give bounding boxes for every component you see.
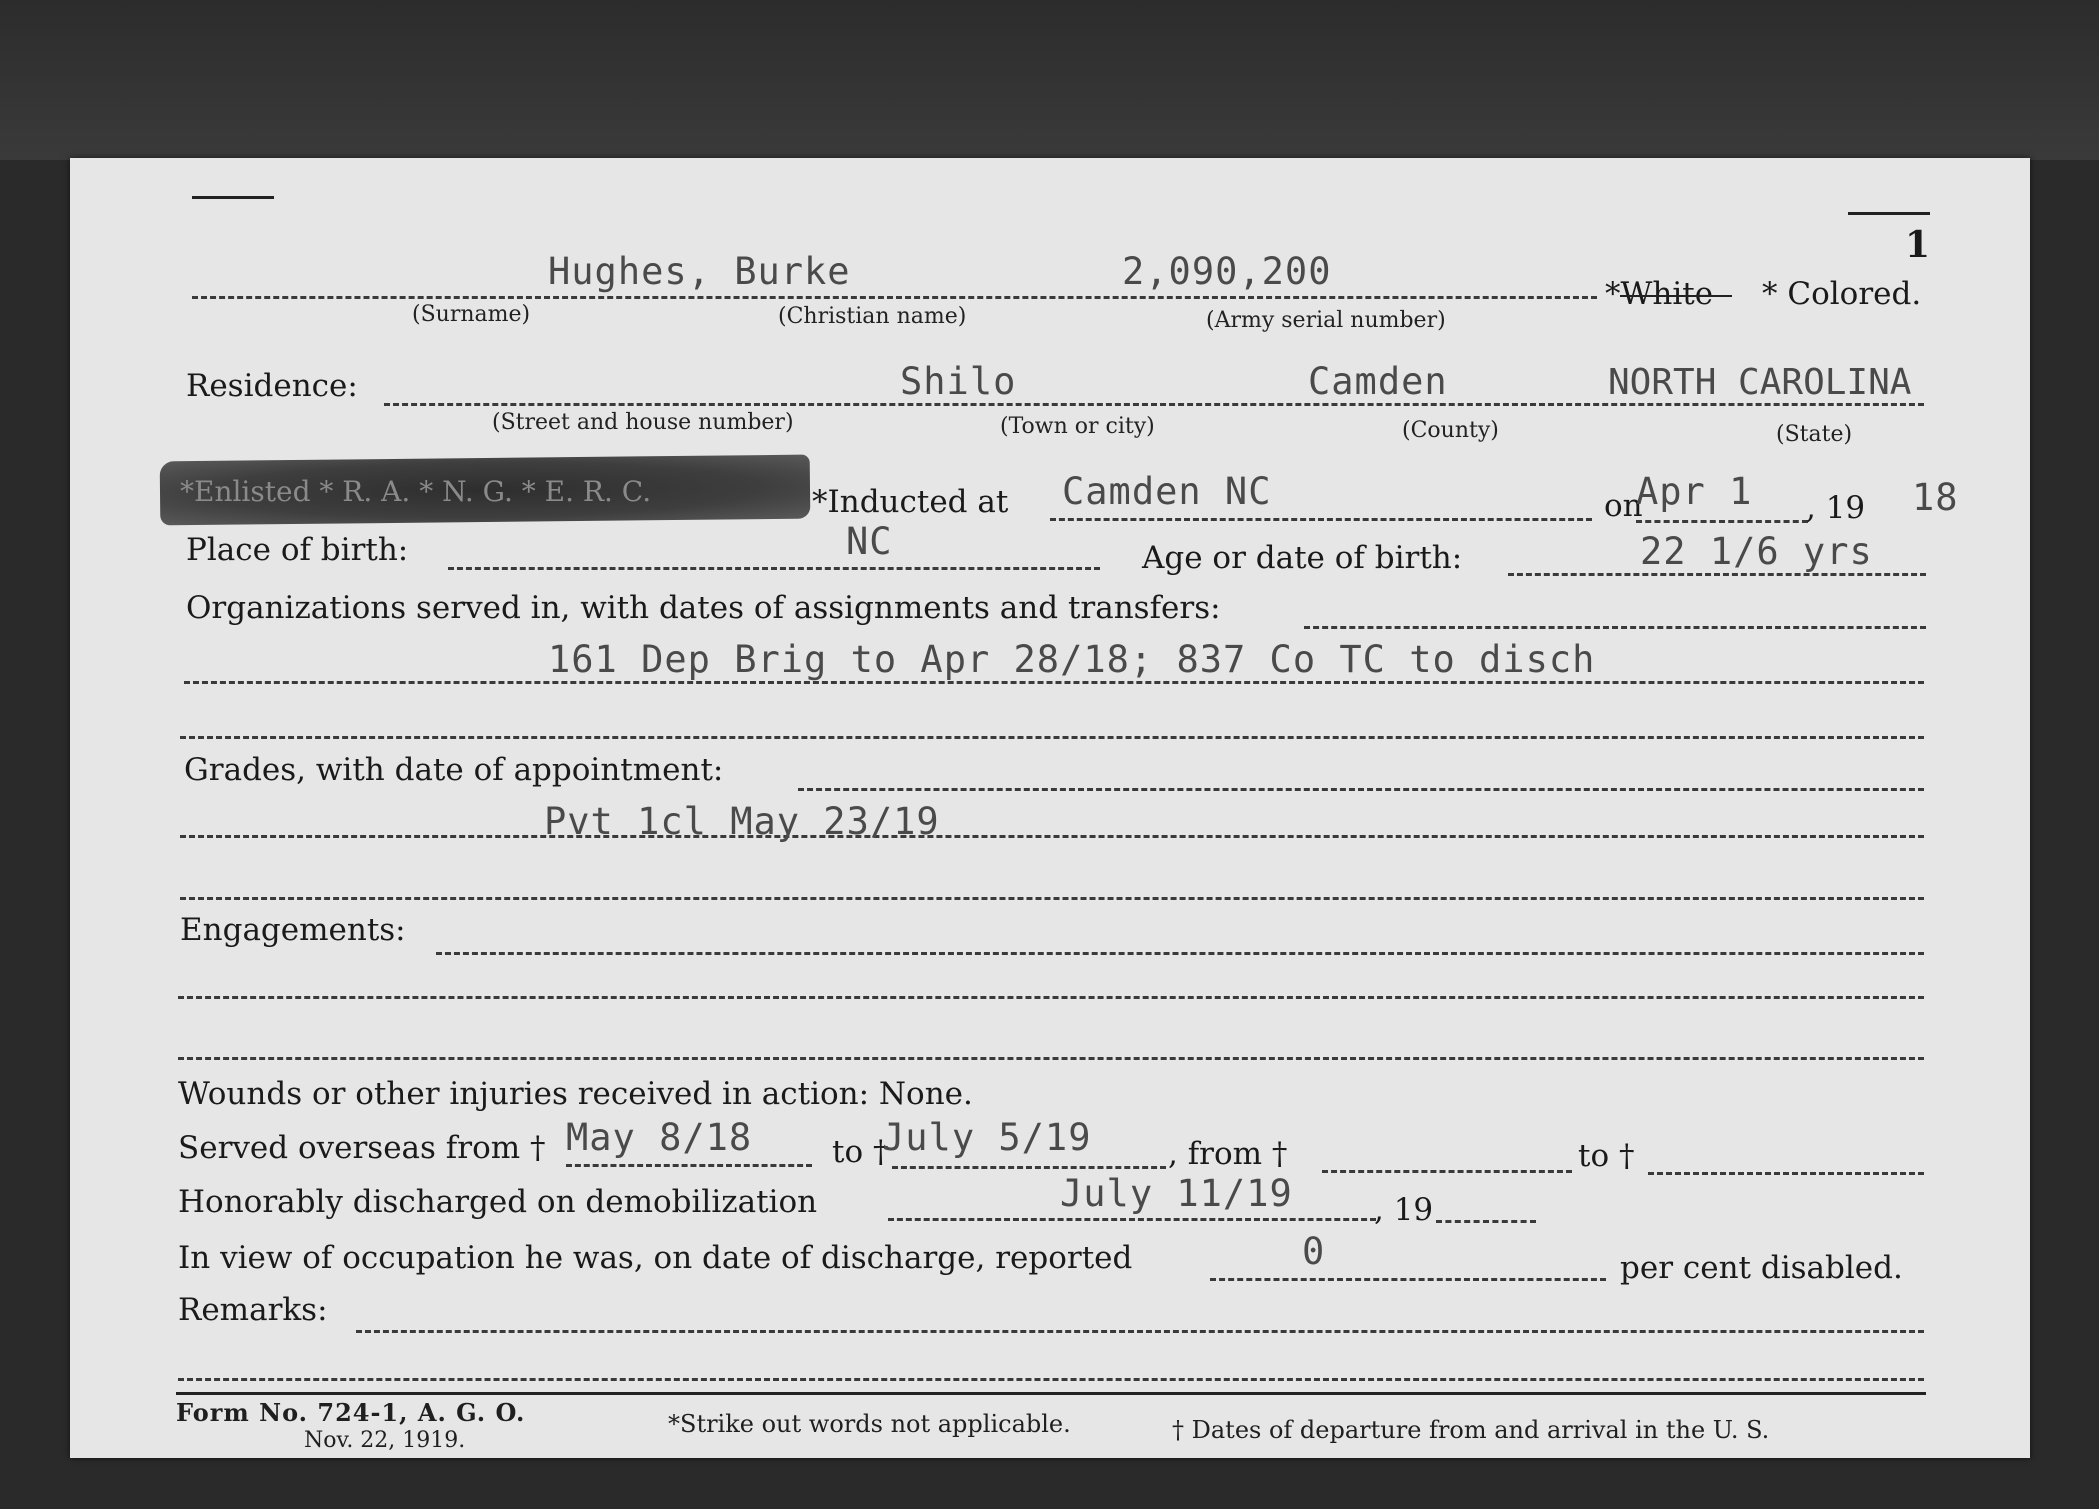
grades-line-3 xyxy=(180,897,1924,900)
form-date: Nov. 22, 1919. xyxy=(304,1428,466,1453)
race-colored: * Colored. xyxy=(1762,276,1922,312)
white-strikeout xyxy=(1620,295,1732,297)
organizations-value: 161 Dep Brig to Apr 28/18; 837 Co TC to disch xyxy=(548,638,1596,681)
soldier-name: Hughes, Burke xyxy=(548,250,851,293)
age-label: Age or date of birth: xyxy=(1142,540,1463,576)
overseas-from-label: Served overseas from † xyxy=(178,1130,546,1166)
organizations-line-1 xyxy=(1304,626,1926,629)
engagements-line-2 xyxy=(178,996,1924,999)
caption-surname: (Surname) xyxy=(412,302,531,327)
induction-year-prefix: , 19 xyxy=(1806,490,1866,526)
grades-line-2 xyxy=(180,835,1924,838)
discharge-year-prefix: , 19 xyxy=(1374,1192,1434,1228)
overseas-to2-line xyxy=(1648,1172,1924,1175)
overseas-to-label: to † xyxy=(832,1134,889,1170)
residence-state: NORTH CAROLINA xyxy=(1608,362,1912,403)
disability-percent: 0 xyxy=(1302,1230,1326,1273)
place-of-birth-label: Place of birth: xyxy=(186,532,409,568)
discharge-date: July 11/19 xyxy=(1060,1172,1293,1215)
age-line xyxy=(1508,573,1926,576)
induction-date-line xyxy=(1636,520,1808,523)
caption-county: (County) xyxy=(1402,418,1499,443)
induction-year: 18 xyxy=(1912,476,1959,519)
overseas-to2-label: to † xyxy=(1578,1138,1635,1174)
form-number: Form No. 724-1, A. G. O. xyxy=(176,1398,526,1427)
discharge-year-line xyxy=(1436,1220,1536,1223)
place-of-birth: NC xyxy=(846,520,893,563)
footnote-dates: † Dates of departure from and arrival in the U. S. xyxy=(1172,1416,1770,1444)
caption-state: (State) xyxy=(1776,422,1853,447)
remarks-line-1 xyxy=(356,1330,1924,1333)
remarks-line-2 xyxy=(178,1378,1924,1381)
induction-place-line xyxy=(1050,518,1592,521)
overseas-from-line xyxy=(566,1164,812,1167)
inducted-at-label: *Inducted at xyxy=(812,484,1009,520)
overseas-from2-label: , from † xyxy=(1168,1136,1288,1172)
caption-street: (Street and house number) xyxy=(492,410,794,435)
grades-line-1 xyxy=(798,788,1924,791)
residence-county: Camden xyxy=(1308,360,1448,403)
engagements-line-1 xyxy=(436,952,1924,955)
residence-town: Shilo xyxy=(900,360,1017,403)
race-white: *White xyxy=(1605,276,1714,312)
army-serial-number: 2,090,200 xyxy=(1122,250,1332,293)
remarks-label: Remarks: xyxy=(178,1292,328,1328)
place-of-birth-line xyxy=(448,567,1100,570)
residence-label: Residence: xyxy=(186,368,358,404)
discharge-label: Honorably discharged on demobilization xyxy=(178,1184,818,1220)
discharge-line xyxy=(888,1218,1376,1221)
engagements-label: Engagements: xyxy=(180,912,406,948)
footnote-strike-out: *Strike out words not applicable. xyxy=(668,1410,1071,1438)
name-line xyxy=(192,296,1597,299)
enlistment-options: *Enlisted * R. A. * N. G. * E. R. C. xyxy=(180,475,652,508)
overseas-from2-line xyxy=(1322,1170,1572,1173)
induction-date: Apr 1 xyxy=(1636,470,1753,513)
card-number: 1 xyxy=(1905,224,1931,266)
overseas-from-date: May 8/18 xyxy=(566,1116,753,1159)
footer-rule xyxy=(176,1392,1926,1395)
caption-serial-number: (Army serial number) xyxy=(1206,308,1446,333)
engagements-line-3 xyxy=(178,1057,1924,1060)
disability-suffix: per cent disabled. xyxy=(1620,1250,1903,1286)
disability-label: In view of occupation he was, on date of discharge, reported xyxy=(178,1240,1133,1276)
induction-on-label: on xyxy=(1604,488,1643,524)
wounds-label: Wounds or other injuries received in action: None. xyxy=(178,1076,973,1112)
scanner-background xyxy=(0,0,2099,160)
induction-place: Camden NC xyxy=(1062,470,1272,513)
top-right-rule xyxy=(1848,212,1930,215)
residence-line xyxy=(384,403,1924,406)
grades-label: Grades, with date of appointment: xyxy=(184,752,724,788)
organizations-line-3 xyxy=(180,736,1924,739)
organizations-line-2 xyxy=(184,681,1924,684)
grades-value: Pvt 1cl May 23/19 xyxy=(544,800,940,843)
caption-christian-name: (Christian name) xyxy=(778,304,967,329)
organizations-label: Organizations served in, with dates of assignments and transfers: xyxy=(186,590,1221,626)
overseas-to-date: July 5/19 xyxy=(882,1116,1092,1159)
overseas-to-line xyxy=(892,1166,1166,1169)
disability-line xyxy=(1210,1278,1606,1281)
age-or-date-of-birth: 22 1/6 yrs xyxy=(1640,530,1873,573)
caption-town: (Town or city) xyxy=(1000,414,1155,439)
top-left-rule xyxy=(192,196,274,199)
